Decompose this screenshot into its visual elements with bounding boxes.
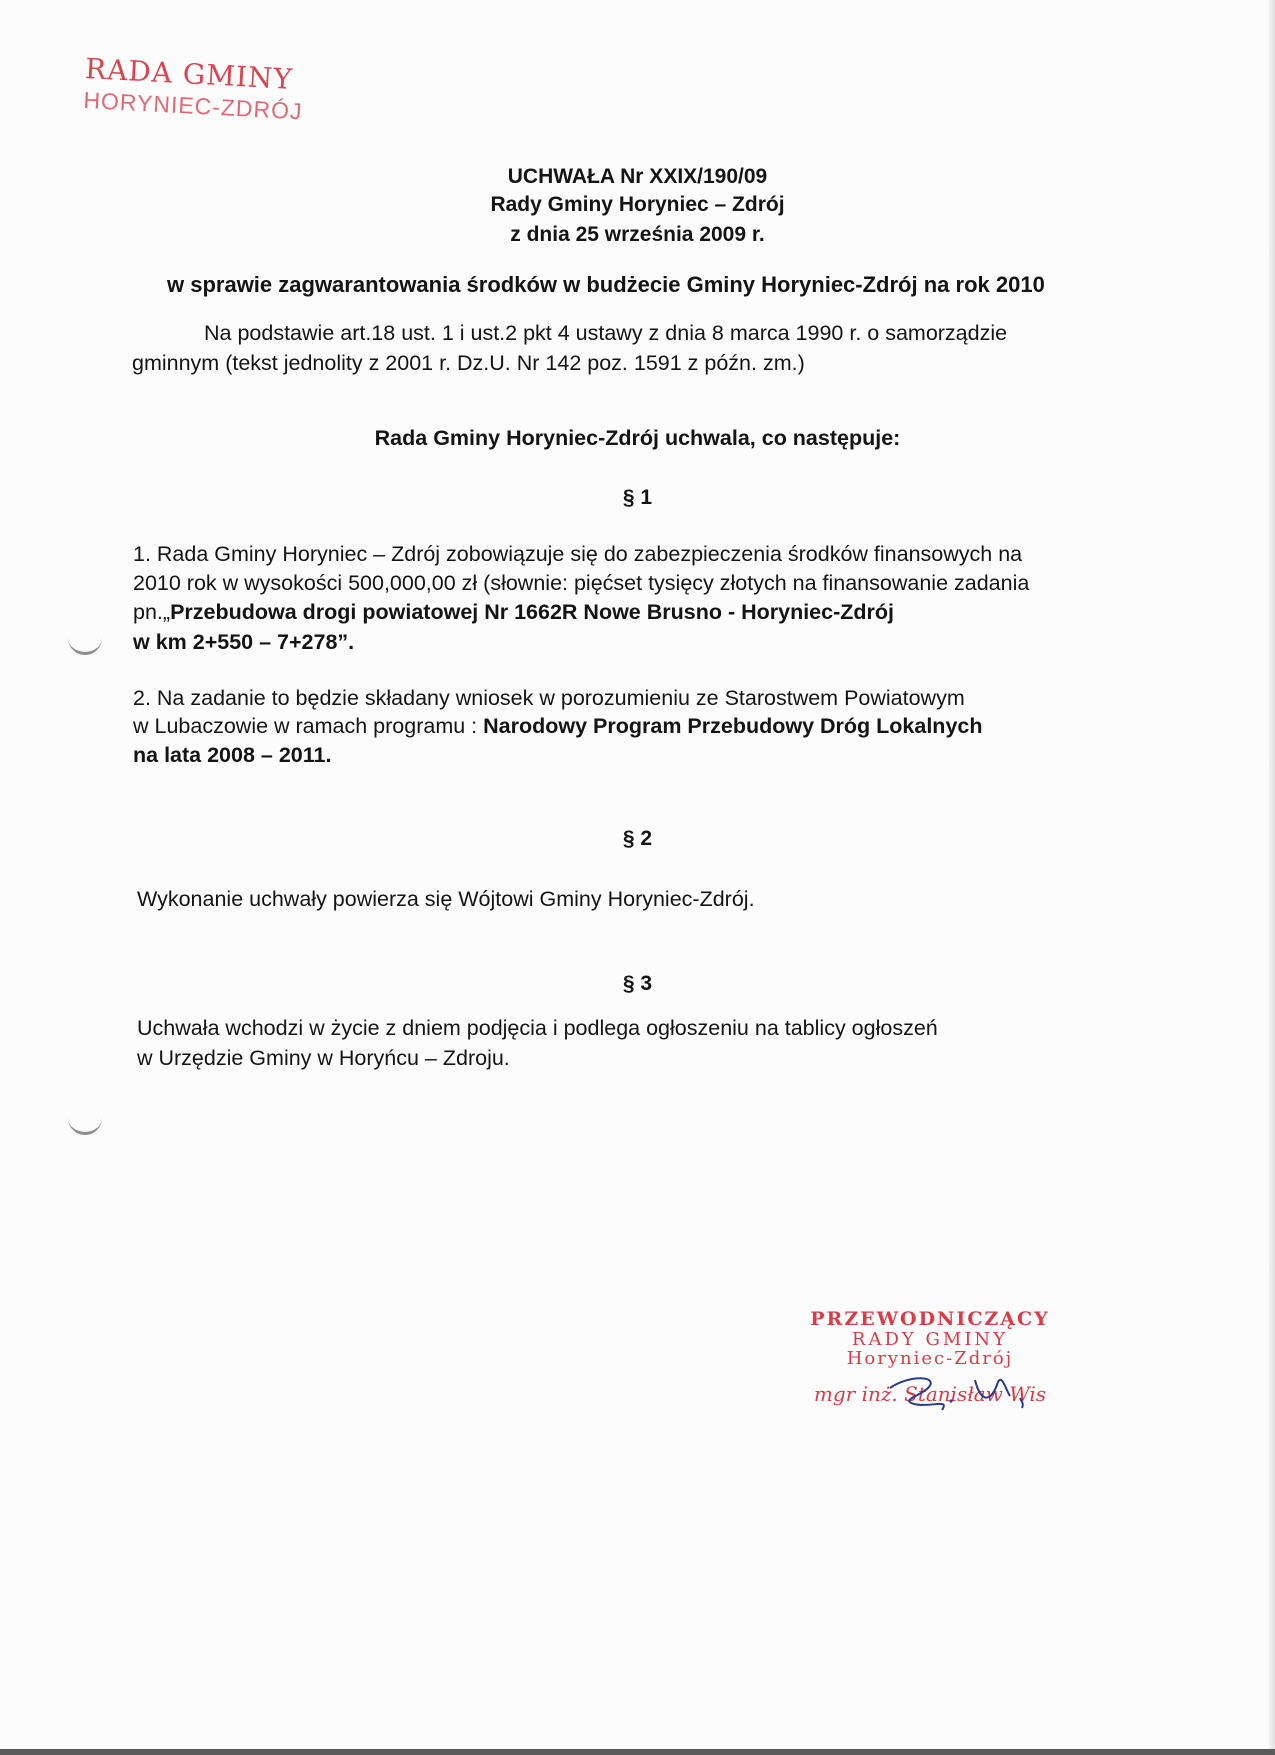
resolution-date: z dnia 25 września 2009 r. [510, 223, 765, 246]
task-kilometers: w km 2+550 – 7+278”. [133, 630, 355, 654]
handwritten-signature [880, 1370, 1050, 1420]
page-edge-shadow [1269, 0, 1275, 1755]
stamp-line-municipality: HORYNIEC-ZDRÓJ [82, 86, 304, 125]
task-prefix: pn.„ [133, 600, 171, 624]
program-prefix: w Lubaczowie w ramach programu : [133, 714, 484, 738]
program-years: na lata 2008 – 2011. [133, 743, 332, 767]
section-3-heading: § 3 [622, 972, 653, 995]
program-name: Narodowy Program Przebudowy Dróg Lokalnych [483, 714, 983, 738]
section-1-paragraph-1-line-1: 1. Rada Gminy Horyniec – Zdrój zobowiązuje się do zabezpieczenia środków finansowych na [133, 542, 1023, 566]
section-2-text: Wykonanie uchwały powierza się Wójtowi Gminy Horyniec-Zdrój. [137, 887, 755, 911]
punch-hole-mark [68, 1110, 102, 1135]
stamp-chairman-municipality: Horyniec-Zdrój [846, 1348, 1014, 1369]
resolution-issuer: Rady Gminy Horyniec – Zdrój [490, 193, 785, 216]
section-2-heading: § 2 [622, 827, 653, 850]
resolves-heading: Rada Gminy Horyniec-Zdrój uchwala, co następuje: [374, 426, 901, 450]
task-name: Przebudowa drogi powiatowej Nr 1662R Nowe Brusno - Horyniec-Zdrój [170, 600, 894, 624]
resolution-title: UCHWAŁA Nr XXIX/190/09 [507, 165, 768, 188]
legal-basis-line-1: Na podstawie art.18 ust. 1 i ust.2 pkt 4 ustawy z dnia 8 marca 1990 r. o samorządzie [204, 321, 1008, 345]
section-1-paragraph-2-line-1: 2. Na zadanie to będzie składany wniosek w porozumieniu ze Starostwem Powiatowym [133, 686, 965, 710]
punch-hole-mark [68, 630, 102, 655]
stamp-chairman-title: PRZEWODNICZĄCY [810, 1308, 1050, 1330]
section-1-heading: § 1 [622, 486, 653, 509]
chairman-name: mgr inż. Stanisław Wis [813, 1382, 1047, 1406]
resolution-subject: w sprawie zagwarantowania środków w budżecie Gminy Horyniec-Zdrój na rok 2010 [167, 272, 1045, 297]
section-3-line-1: Uchwała wchodzi w życie z dniem podjęcia i podlega ogłoszeniu na tablicy ogłoszeń [137, 1016, 938, 1040]
stamp-chairman-council: RADY GMINY [851, 1329, 1009, 1350]
section-3-line-2: w Urzędzie Gminy w Horyńcu – Zdroju. [137, 1046, 510, 1070]
council-stamp [83, 52, 305, 125]
section-1-paragraph-2-line-2 [133, 714, 983, 739]
stamp-line-council: RADA GMINY [84, 52, 294, 96]
legal-basis-line-2: gminnym (tekst jednolity z 2001 r. Dz.U. Nr 142 poz. 1591 z późn. zm.) [132, 351, 805, 375]
section-1-paragraph-1-line-3 [133, 600, 894, 625]
scan-bottom-border [0, 1749, 1275, 1755]
section-1-paragraph-1-line-2: 2010 rok w wysokości 500,000,00 zł (słownie: pięćset tysięcy złotych na finansowanie zadania [133, 571, 1030, 595]
